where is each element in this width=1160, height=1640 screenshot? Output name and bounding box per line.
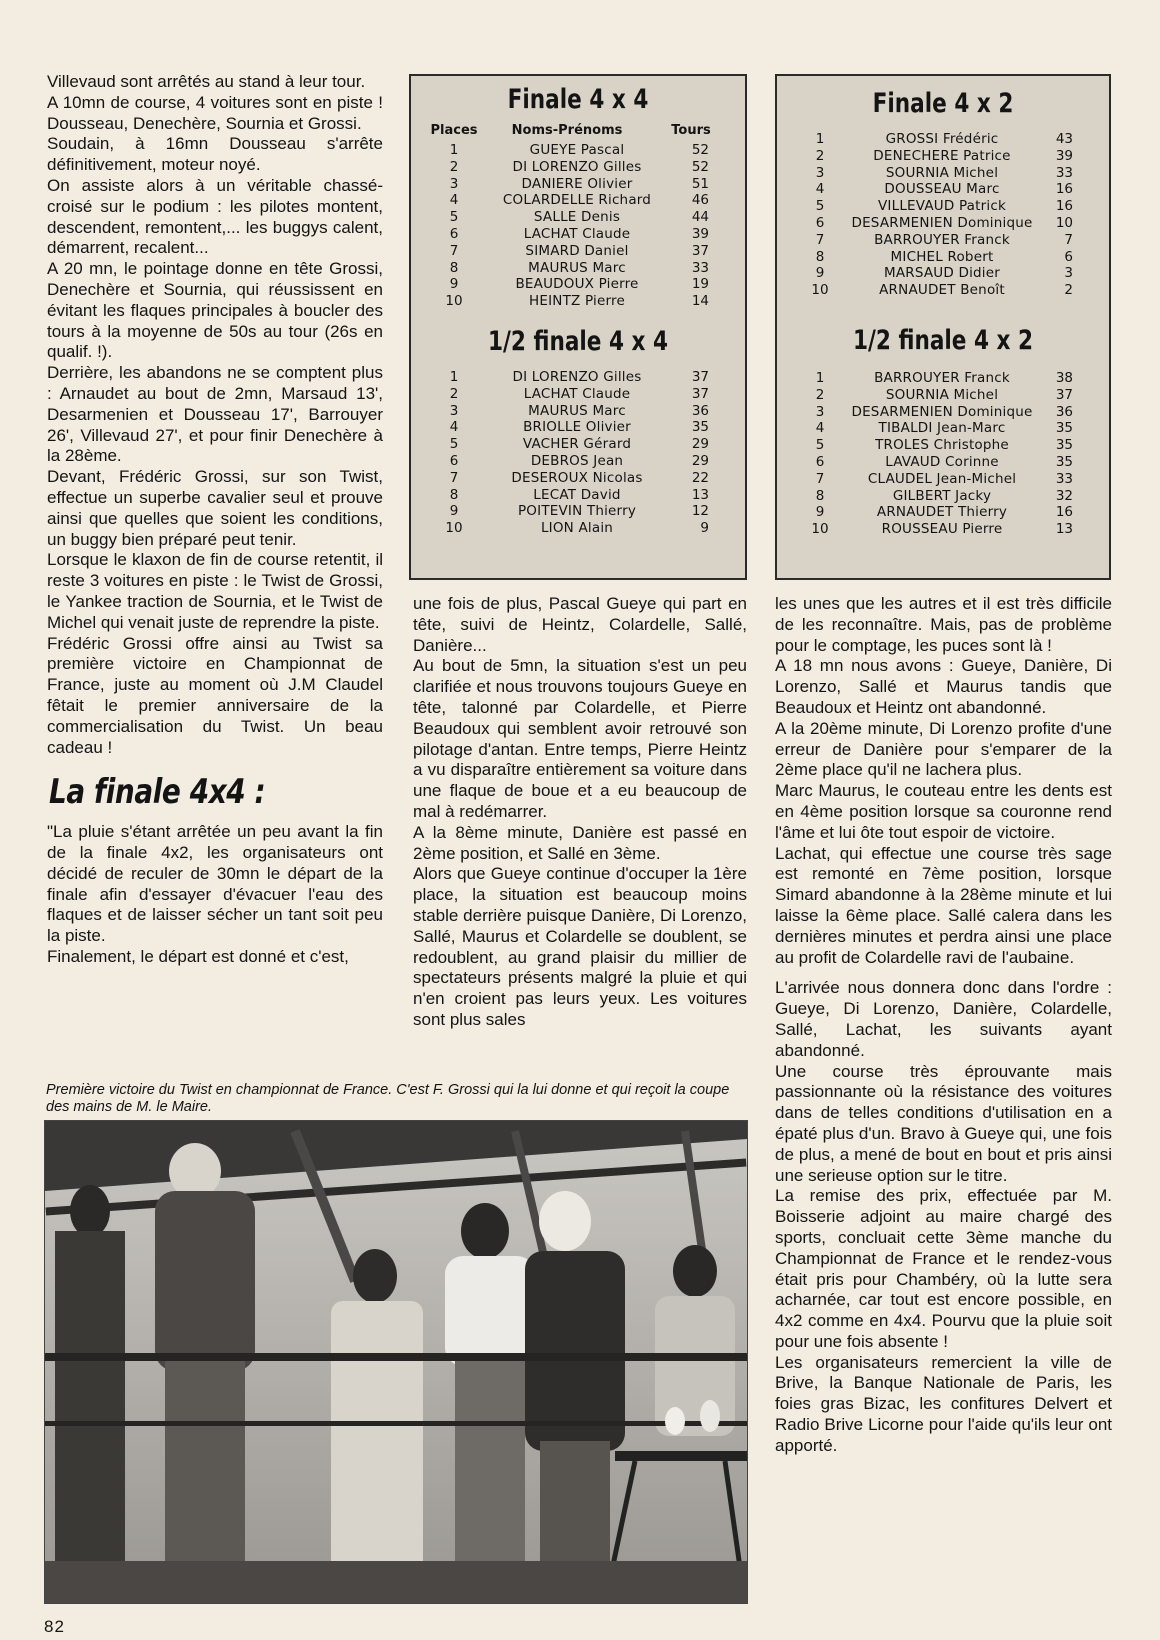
laps-cell: 10 (1055, 214, 1073, 231)
name-cell: ARNAUDET Benoît (879, 282, 1005, 299)
header-places: Places (430, 123, 478, 138)
laps-cell: 36 (691, 402, 709, 419)
place-cell: 1 (815, 369, 825, 386)
table-row (791, 370, 1095, 387)
table-row (425, 260, 731, 277)
paragraph: A la 8ème minute, Danière est passé en 2ème position, et Sallé en 3ème. (413, 822, 747, 863)
place-cell: 6 (449, 225, 459, 242)
table-row (791, 215, 1095, 232)
laps-cell: 37 (1055, 386, 1073, 403)
place-cell: 7 (815, 231, 825, 248)
place-cell: 9 (449, 276, 459, 293)
name-cell: SOURNIA Michel (885, 386, 999, 403)
table-row (791, 131, 1095, 148)
table-row (425, 142, 731, 159)
name-cell: DI LORENZO Gilles (512, 368, 642, 385)
place-cell: 2 (449, 158, 459, 175)
place-cell: 8 (449, 486, 459, 503)
laps-cell: 32 (1055, 487, 1073, 504)
section-heading: La finale 4x4 : (49, 772, 266, 813)
laps-cell: 29 (691, 436, 709, 453)
place-cell: 5 (815, 198, 825, 215)
table-row (425, 159, 731, 176)
paragraph: Marc Maurus, le couteau entre les dents est en 4ème position lorsque sa couronne rend l'âme et lui ôte tout espoir de victoire. (775, 781, 1112, 842)
place-cell: 7 (449, 469, 459, 486)
name-cell: COLARDELLE Richard (502, 192, 652, 209)
table-row (791, 148, 1095, 165)
name-cell: TROLES Christophe (875, 437, 1009, 454)
place-cell: 4 (449, 419, 459, 436)
table-title: Finale 4 x 2 (872, 88, 1014, 119)
table-header (425, 123, 731, 138)
name-cell: ROUSSEAU Pierre (881, 521, 1003, 538)
paragraph: Finalement, le départ est donné et c'est, (47, 947, 349, 967)
podium-photo (44, 1120, 748, 1604)
name-cell: SOURNIA Michel (885, 164, 999, 181)
table-title: 1/2 finale 4 x 2 (852, 324, 1034, 356)
table-row (791, 232, 1095, 249)
table-row (791, 265, 1095, 282)
name-cell: GILBERT Jacky (892, 487, 992, 504)
table-title: Finale 4 x 4 (507, 84, 649, 115)
name-cell: LECAT David (533, 486, 621, 503)
laps-cell: 52 (691, 158, 709, 175)
table-row (791, 420, 1095, 437)
name-cell: DANIERE Olivier (521, 175, 633, 192)
place-cell: 4 (815, 420, 825, 437)
laps-cell: 14 (691, 293, 709, 310)
table-row (425, 192, 731, 209)
paragraph: Les organisateurs remercient la ville de Brive, la Banque Nationale de Paris, les foies gras Bizac, les confitures Delvert et Radio Brive Licorne pour l'aide qu'ils leur ont apporté. (775, 1352, 1112, 1455)
place-cell: 8 (815, 248, 825, 265)
laps-cell: 52 (691, 142, 709, 158)
name-cell: ARNAUDET Thierry (876, 504, 1008, 521)
place-cell: 8 (449, 259, 459, 276)
table-row (425, 436, 731, 453)
name-cell: SIMARD Daniel (525, 242, 629, 259)
table-row (425, 470, 731, 487)
table-row (425, 243, 731, 260)
laps-cell: 13 (691, 486, 709, 503)
paragraph: Alors que Gueye continue d'occuper la 1ère place, la situation est beaucoup moins stable derrière puisque Danière, Di Lorenzo, Sallé, Maurus et Colardelle se doublent, se redoublent, au grand plaisir du millier de spectateurs présents malgré la pluie et qui n'en croient pas leurs yeux. Les voitures sont plus sales (413, 864, 747, 1029)
laps-cell: 43 (1055, 131, 1073, 147)
paragraph: La remise des prix, effectuée par M. Boisserie adjoint au maire chargé des sports, concluait cette 3ème manche du Championnat de France et le rendez-vous était pris pour Chambéry, où la lutte sera acharnée, car tout est encore possible, en 4x2 comme en 4x4. Pourvu que la pluie soit pour une fois absente ! (775, 1186, 1112, 1351)
name-cell: VILLEVAUD Patrick (877, 198, 1006, 215)
results-box-4x2 (775, 74, 1111, 580)
paragraph: Une course très éprouvante mais passionnante où la résistance des voitures dans de telles conditions d'utilisation en a épaté plus d'un. Bravo à Gueye qui, une fois de plus, a mené de bout en bout et pris ainsi une serieuse option sur le titre. (775, 1061, 1112, 1185)
place-cell: 10 (811, 282, 829, 299)
table-row (791, 181, 1095, 198)
laps-cell: 13 (1055, 521, 1073, 538)
paragraph: Lachat, qui effectue une course très sage est remonté en 7ème position, lorsque Simard abandonne à la 28ème minute et lui laisse la 6ème place. Sallé calera dans les dernières minutes et perdra ainsi une place au profit de Colardelle ravi de l'aubaine. (775, 843, 1112, 967)
place-cell: 5 (449, 209, 459, 226)
table-row (791, 521, 1095, 538)
table-row (791, 504, 1095, 521)
place-cell: 9 (815, 504, 825, 521)
name-cell: POITEVIN Thierry (517, 503, 637, 520)
table-row (791, 198, 1095, 215)
table-row (425, 520, 731, 537)
laps-cell: 51 (691, 175, 709, 192)
paragraph: L'arrivée nous donnera donc dans l'ordre : Gueye, Di Lorenzo, Danière, Colardelle, Sallé, Lachat, les suivants ayant abandonné. (775, 978, 1112, 1060)
paragraph: Frédéric Grossi offre ainsi au Twist sa première victoire en Championnat de France, juste au moment où J.M Claudel fêtait le premier anniversaire de la commercialisation du Twist. Un beau cadeau ! (47, 633, 383, 757)
laps-cell: 33 (691, 259, 709, 276)
laps-cell: 39 (691, 225, 709, 242)
laps-cell: 38 (1055, 369, 1073, 386)
paragraph: Au bout de 5mn, la situation s'est un peu clarifiée et nous trouvons toujours Gueye en tête, talonné par Colardelle, et Pierre Beaudoux qui semblent avoir retrouvé son pilotage d'antan. Entre temps, Pierre Heintz a vu disparaître entièrement sa voiture dans une flaque de boue et a eu beaucoup de mal à redémarrer. (413, 656, 747, 821)
article-column-3 (775, 594, 1112, 1457)
name-cell: TIBALDI Jean-Marc (878, 420, 1006, 437)
name-cell: MICHEL Robert (890, 248, 994, 265)
place-cell: 5 (449, 436, 459, 453)
paragraph: Soudain, à 16mn Dousseau s'arrête définitivement, moteur noyé. (47, 134, 383, 175)
place-cell: 2 (449, 385, 459, 402)
laps-cell: 35 (1055, 420, 1073, 437)
name-cell: DEBROS Jean (530, 452, 624, 469)
table-title: 1/2 finale 4 x 4 (487, 325, 669, 357)
table-row (425, 226, 731, 243)
place-cell: 3 (815, 403, 825, 420)
table-row (791, 165, 1095, 182)
laps-cell: 35 (1055, 437, 1073, 454)
laps-cell: 39 (1055, 147, 1073, 164)
paragraph: A la 20ème minute, Di Lorenzo profite d'une erreur de Danière pour s'emparer de la 2ème place qu'il ne lachera plus. (775, 718, 1112, 780)
table-row (425, 403, 731, 420)
name-cell: BARROUYER Franck (874, 369, 1010, 386)
name-cell: DESARMENIEN Dominique (851, 214, 1033, 231)
table-row (791, 488, 1095, 505)
laps-cell: 37 (691, 385, 709, 402)
table-row (425, 369, 731, 386)
laps-cell: 29 (691, 452, 709, 469)
table-row (425, 386, 731, 403)
place-cell: 10 (445, 293, 463, 310)
laps-cell: 16 (1055, 198, 1073, 215)
place-cell: 2 (815, 147, 825, 164)
laps-cell: 16 (1055, 504, 1073, 521)
place-cell: 5 (815, 437, 825, 454)
paragraph: Derrière, les abandons ne se comptent plus : Arnaudet au bout de 2mn, Marsaud 13', Desarmenien et Dousseau 17', Barrouyer 26', Villevaud 27', et pour finir Denechère à la 28ème. (47, 363, 383, 466)
name-cell: MAURUS Marc (528, 259, 626, 276)
place-cell: 7 (815, 470, 825, 487)
name-cell: MAURUS Marc (528, 402, 626, 419)
photo-caption: Première victoire du Twist en championnat de France. C'est F. Grossi qui la lui donne et qui reçoit la coupe des mains de M. le Maire. (46, 1082, 730, 1115)
table-row (791, 282, 1095, 299)
laps-cell: 33 (1055, 164, 1073, 181)
place-cell: 6 (449, 452, 459, 469)
place-cell: 6 (815, 453, 825, 470)
place-cell: 1 (449, 368, 459, 385)
name-cell: VACHER Gérard (522, 436, 632, 453)
name-cell: DI LORENZO Gilles (512, 158, 642, 175)
laps-cell: 46 (691, 192, 709, 209)
name-cell: DESEROUX Nicolas (511, 469, 643, 486)
place-cell: 10 (445, 520, 463, 537)
place-cell: 3 (815, 164, 825, 181)
table-row (425, 209, 731, 226)
name-cell: SALLE Denis (533, 209, 621, 226)
table-row (425, 276, 731, 293)
name-cell: LAVAUD Corinne (885, 453, 999, 470)
name-cell: GUEYE Pascal (529, 142, 625, 158)
laps-cell: 2 (1064, 282, 1073, 299)
paragraph: les unes que les autres et il est très difficile de les reconnaître. Mais, pas de problème pour le comptage, les puces sont là ! (775, 594, 1112, 655)
name-cell: DENECHERE Patrice (873, 147, 1011, 164)
name-cell: CLAUDEL Jean-Michel (867, 470, 1017, 487)
name-cell: GROSSI Frédéric (885, 131, 999, 147)
laps-cell: 12 (691, 503, 709, 520)
place-cell: 3 (449, 175, 459, 192)
laps-cell: 19 (691, 276, 709, 293)
place-cell: 4 (449, 192, 459, 209)
laps-cell: 22 (691, 469, 709, 486)
paragraph: Villevaud sont arrêtés au stand à leur tour. (47, 72, 366, 91)
table-row (791, 471, 1095, 488)
name-cell: BRIOLLE Olivier (523, 419, 631, 436)
table-row (425, 176, 731, 193)
place-cell: 6 (815, 214, 825, 231)
table-row (791, 387, 1095, 404)
laps-cell: 37 (691, 368, 709, 385)
laps-cell: 33 (1055, 470, 1073, 487)
name-cell: MARSAUD Didier (883, 265, 1000, 282)
laps-cell: 9 (700, 520, 709, 537)
place-cell: 1 (449, 142, 459, 158)
paragraph: "La pluie s'étant arrêtée un peu avant la fin de la finale 4x2, les organisateurs ont décidé de reculer de 30mn le départ de la finale afin d'essayer d'évacuer l'eau des flaques et de laisser sécher un tant soit peu la piste. (47, 822, 383, 946)
laps-cell: 35 (1055, 453, 1073, 470)
paragraph: Lorsque le klaxon de fin de course retentit, il reste 3 voitures en piste : le Twist de Grossi, le Yankee traction de Sournia, et le Twist de Michel qui venait juste de reprendre la piste. (47, 550, 383, 632)
paragraph: A 10mn de course, 4 voitures sont en piste ! Dousseau, Denechère, Sournia et Grossi. (47, 92, 383, 133)
paragraph: une fois de plus, Pascal Gueye qui part en tête, suivi de Heintz, Colardelle, Sallé, Danière... (413, 594, 747, 655)
results-table (791, 370, 1095, 538)
name-cell: LACHAT Claude (523, 225, 631, 242)
name-cell: BARROUYER Franck (874, 231, 1010, 248)
laps-cell: 37 (691, 242, 709, 259)
laps-cell: 6 (1064, 248, 1073, 265)
name-cell: DOUSSEAU Marc (884, 181, 1000, 198)
name-cell: LION Alain (540, 520, 614, 537)
podium-photo-illustration (45, 1121, 747, 1603)
laps-cell: 3 (1064, 265, 1073, 282)
paragraph: On assiste alors à un véritable chassé-croisé sur le podium : les pilotes montent, descendent, remontent,... les buggys calent, démarrent, recalent... (47, 175, 383, 258)
results-table (425, 142, 731, 310)
table-row (791, 249, 1095, 266)
place-cell: 2 (815, 386, 825, 403)
paragraph: A 18 mn nous avons : Gueye, Danière, Di Lorenzo, Sallé et Maurus tandis que Beaudoux et Heintz ont abandonné. (775, 656, 1112, 717)
name-cell: HEINTZ Pierre (529, 293, 625, 310)
place-cell: 4 (815, 181, 825, 198)
laps-cell: 35 (691, 419, 709, 436)
place-cell: 8 (815, 487, 825, 504)
table-row (791, 454, 1095, 471)
header-laps: Tours (671, 123, 711, 138)
table-row (425, 453, 731, 470)
laps-cell: 16 (1055, 181, 1073, 198)
name-cell: BEAUDOUX Pierre (515, 276, 639, 293)
table-row (791, 437, 1095, 454)
results-table (425, 369, 731, 537)
results-table (791, 131, 1095, 299)
name-cell: DESARMENIEN Dominique (851, 403, 1033, 420)
page-number: 82 (44, 1617, 65, 1636)
place-cell: 9 (815, 265, 825, 282)
paragraph: Devant, Frédéric Grossi, sur son Twist, effectue un superbe cavalier seul et prouve ainsi que quelles que soient les conditions, un buggy bien préparé peut tenir. (47, 467, 383, 549)
table-row (425, 293, 731, 310)
laps-cell: 36 (1055, 403, 1073, 420)
table-row (425, 503, 731, 520)
table-row (425, 419, 731, 436)
laps-cell: 44 (691, 209, 709, 226)
article-column-2 (413, 594, 747, 1031)
results-box-4x4 (409, 74, 747, 580)
header-names: Noms-Prénoms (511, 123, 623, 138)
place-cell: 3 (449, 402, 459, 419)
table-row (791, 404, 1095, 421)
paragraph: A 20 mn, le pointage donne en tête Grossi, Denechère et Sournia, qui réussissent en évitant les flaques principales à boucler des tours à la moyenne de 50s au tour (26s en qualif. !). (47, 259, 383, 362)
laps-cell: 7 (1064, 231, 1073, 248)
place-cell: 1 (815, 131, 825, 147)
article-column-1 (47, 72, 383, 968)
table-row (425, 487, 731, 504)
name-cell: LACHAT Claude (523, 385, 631, 402)
place-cell: 9 (449, 503, 459, 520)
place-cell: 7 (449, 242, 459, 259)
place-cell: 10 (811, 521, 829, 538)
